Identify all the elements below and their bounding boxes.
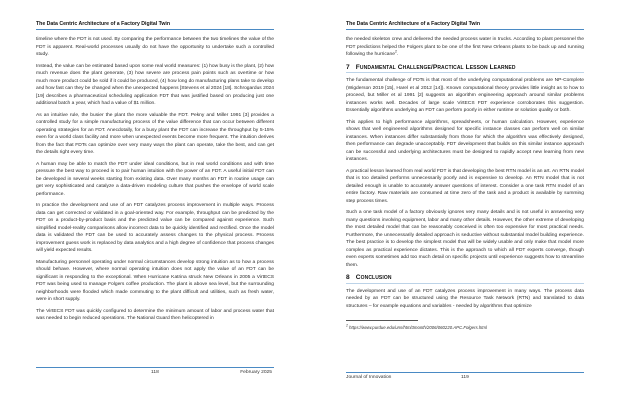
paragraph: The fundamental challenge of FDTs is that most of the underlying computational problems are NP-Complete (Wigderson 2019 [15], Harel et al 2012 [14]). Known computational theory provides little insight as to how to proceed, but Miller et al 1991 [2] suggests an algorithm engineering approach around similar problems instances works well. Decades of large scale VirtECS FDT experience corroborates this suggestion. Essentially algorithms underlying an FDT can perform poorly in either runtime or solution quality or both. — [346, 78, 584, 113]
section-title: Conclusion — [355, 274, 392, 281]
section-number: 7 — [346, 63, 350, 71]
footnote-number: 2 — [346, 323, 348, 328]
left-page-footer — [36, 367, 274, 378]
paragraph: Such a one task model of a factory obviously ignores very many details and is not useful in answering very many questions involving equipment, labor and many other details. However, the other extreme of developing the most detailed model that can be reasonably conceived is often too expensive for most practical needs. Furthermore, the unnecessarily detailed approach is seductive without substantial model building experience. The best practice is to develop the simplest model that will be widely usable and only make that model more complex as practical experience dictates. This is the approach to which all FDT experts converge, though even experts sometimes add too much detail on specific projects until experience suggests how to streamline them. — [346, 210, 584, 268]
paragraph: This applies to high performance algorithms, spreadsheets, or human calculation. However, experience shows that well engineered algorithms designed for specific instance classes can perform well on similar instances. When instances differ substantially from those for which the algorithm was effectively designed, then performance can degrade unacceptably. FDT development that builds on this similar instance approach can be successful and underlying architectures must be designed to rapidly accept new learning from new instances. — [346, 119, 584, 162]
page-number: 119 — [461, 375, 469, 380]
paragraph: The VirtECS FDT was quickly configured to determine the minimum amount of labor and process water that was needed to begin reduced operations. The National Guard then helicoptered in — [36, 308, 274, 321]
section-heading-7 — [346, 64, 584, 74]
paragraph: timeline where the FDT is not used. By comparing the performance between the two timelines the value of the FDT is apparent. Real-world processes usually do not have the opportunity to undertake such a controlled study. — [36, 37, 274, 57]
right-page — [309, 0, 618, 400]
section-heading-8 — [346, 274, 584, 284]
paragraph: the needed skeleton crew and delivered the needed process water in trucks. According to plant personnel the FDT predictions helped the Folgers plant to be one of the first New Orleans plants to be back up and running following the hurricane$^2$. — [346, 37, 584, 57]
paragraph: As an intuitive rule, the busier the plant the more valuable the FDT. Pekny and Miller 1991 [3] provides a controlled study for a simple manufacturing process of the value difference that can occur between different operating strategies for an FDT. Anecdotally, for a busy plant the FDT can increase the throughput by 5-15% even for a world class facility and more when unexpected events become more frequent. The intuition derives from the fact that FDTs can optimize over very many ways the plant can operate, take the best, and can get the details right every time. — [36, 112, 274, 155]
left-page-body — [36, 36, 274, 327]
paragraph: A human may be able to match the FDT under ideal conditions, but in real world conditions and with time pressure the best way to proceed is to pair human intuition with the power of an FDT. A useful initial FDT can be developed in several weeks starting from existing data. Over many months an FDT in routine usage can get very sophisticated and catalyze a data-driven modeling culture that pushes the envelope of world scale performance. — [36, 161, 274, 197]
running-header: The Data Centric Architecture of a Factory Digital Twin — [346, 21, 584, 30]
footnote-divider — [346, 320, 418, 321]
right-page-body — [346, 36, 584, 332]
section-title: Fundamental Challenge/Practical Lesson Learned — [355, 63, 516, 71]
paragraph: In practice the development and use of an FDT catalyzes process improvement in multiple ways. Process data can get corrected or validated in a goal-oriented way. For example, throughput can be predicted by the FDT on a product-by-product basis and the predicted value can be compared against experience. Such simplified model-reality comparisons allow incorrect data to be quickly identified and rectified. Once the model data is validated the FDT can be used to accurately assess changes to the physical process. Process improvement guess work is replaced by data analytics and a high degree of confidence that process changes will yield expected results. — [36, 203, 274, 253]
paragraph-text: the needed skeleton crew and delivered the needed process water in trucks. According to plant personnel the FDT predictions helped the Folgers plant to be one of the first New Orleans plants to be back up and running following the hurricane — [346, 37, 584, 57]
paragraph: Instead, the value can be estimated based upon some real world measures: (1) how busy is the plant, (2) how much revenue does the plant generate, (3) how severe are process pain points such as overtime or how much more product could be sold if it could be produced, (4) how long do manufacturing plans take to develop and how fast can they be changed when the unexpected happens [Stevens et al 2024 [18]. Schrogardus 2024 [19] describes a pharmaceutical scheduling application FDT that was justified based on producing just one additional batch a year, which had a value of $1 million. — [36, 63, 274, 106]
journal-name: Journal of Innovation — [346, 375, 392, 380]
paragraph: A practical lesson learned from real world FDT is that developing the best RTN model is an art. An RTN model that is too detailed performs unnecessarily poorly and is expensive to develop. An RTN model that is not detailed enough is unable to accurately answer questions of interest. Consider a one task RTN model of an entire factory. Raw materials are consumed at time zero of the task and a product is available by summing step process times. — [346, 168, 584, 204]
issue-date: February 2025 — [240, 370, 272, 375]
page-number: 118 — [151, 370, 159, 375]
footnote-link[interactable]: https://www.purdue.edu/uns/html3month/2006/060220.APC.Folgers.html — [347, 325, 487, 330]
footnote — [346, 324, 584, 332]
paragraph: The development and use of an FDT catalyzes process improvement in many ways. The process data needed by an FDT can be structured using the Resource Task Network (RTN) and translated to data structures – for example equations and variables - needed by algorithms that optimize — [346, 288, 584, 309]
section-number: 8 — [346, 274, 350, 281]
running-header: The Data Centric Architecture of a Factory Digital Twin — [36, 21, 274, 30]
paragraph: Manufacturing personnel operating under normal circumstances develop strong intuition as to how a process should behave. However, where normal operating intuition does not apply the value of an FDT can be significant in responding to the exceptional. When Hurricane Katrina struck New Orleans in 2005 a VirtECS FDT was being used to manage Folgers coffee production. The plant is above sea level, but the surrounding neighborhoods were flooded which made commuting to the plant difficult and utilities, such as fresh water, were in short supply. — [36, 259, 274, 302]
footnote-mark[interactable]: 2 — [394, 49, 397, 54]
right-page-footer — [346, 372, 584, 383]
